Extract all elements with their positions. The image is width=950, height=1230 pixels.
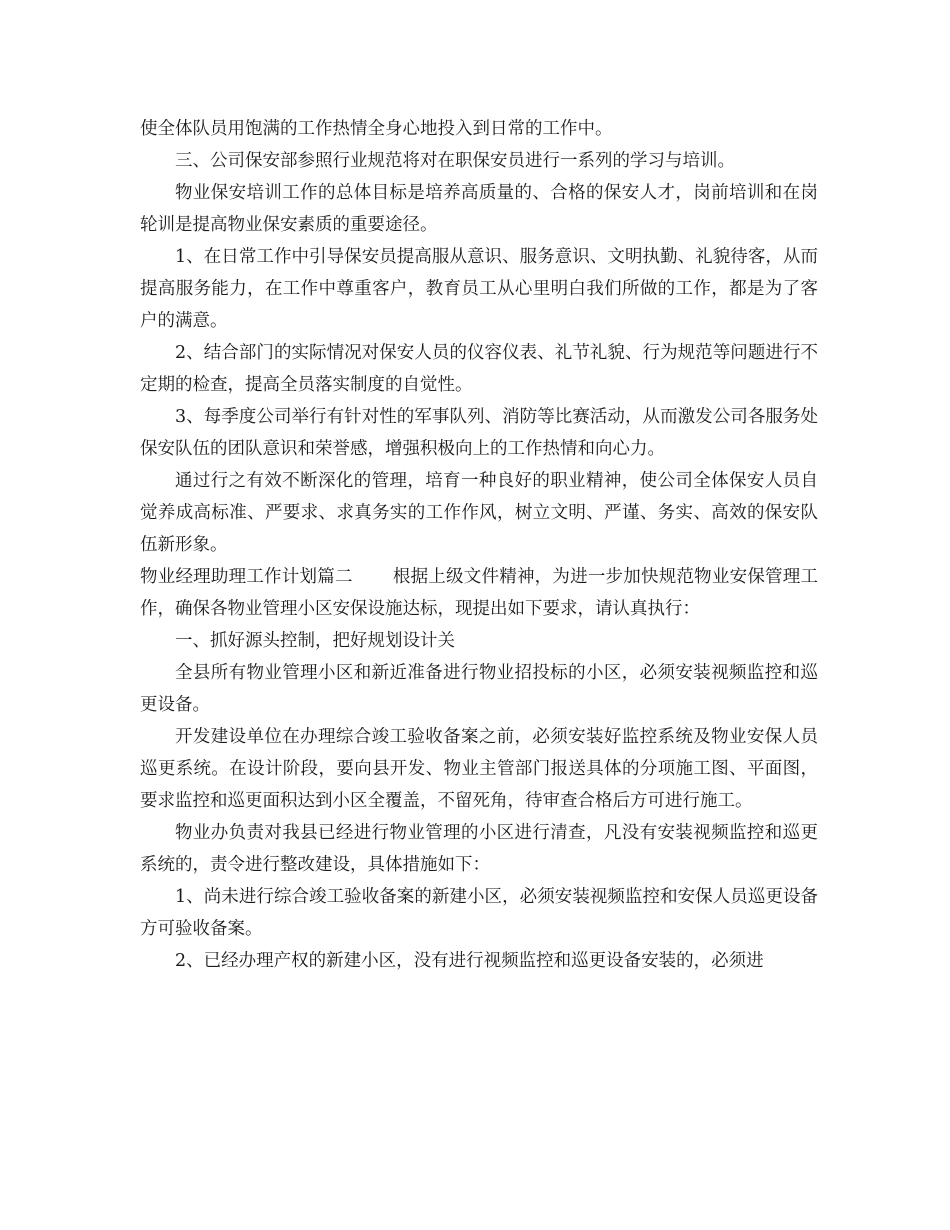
paragraph-8: [140, 561, 818, 625]
paragraph-13: 1、尚未进行综合竣工验收备案的新建小区，必须安装视频监控和安保人员巡更设备方可验收备案。: [140, 887, 818, 939]
paragraph-9: 一、抓好源头控制，把好规划设计关: [175, 631, 455, 651]
document-page: [140, 113, 818, 977]
paragraph-12: 物业办负责对我县已经进行物业管理的小区进行清查，凡没有安装视频监控和巡更系统的，责令进行整改建设，具体措施如下：: [140, 823, 818, 875]
paragraph-2: 三、公司保安部参照行业规范将对在职保安员进行一系列的学习与培训。: [175, 151, 735, 171]
paragraph-7: 通过行之有效不断深化的管理，培育一种良好的职业精神，使公司全体保安人员自觉养成高标准、严要求、求真务实的工作作风，树立文明、严谨、务实、高效的保安队伍新形象。: [140, 471, 818, 555]
paragraph-3: 物业保安培训工作的总体目标是培养高质量的、合格的保安人才，岗前培训和在岗轮训是提高物业保安素质的重要途径。: [140, 183, 818, 235]
paragraph-6: 3、每季度公司举行有针对性的军事队列、消防等比赛活动，从而激发公司各服务处保安队伍的团队意识和荣誉感，增强积极向上的工作热情和向心力。: [140, 407, 818, 459]
section-title: 物业经理助理工作计划篇二: [140, 567, 353, 587]
paragraph-5: 2、结合部门的实际情况对保安人员的仪容仪表、礼节礼貌、行为规范等问题进行不定期的检查，提高全员落实制度的自觉性。: [140, 343, 818, 395]
paragraph-11: 开发建设单位在办理综合竣工验收备案之前，必须安装好监控系统及物业安保人员巡更系统。在设计阶段，要向县开发、物业主管部门报送具体的分项施工图、平面图，要求监控和巡更面积达到小区全覆盖，不留死角，待审查合格后方可进行施工。: [140, 727, 818, 811]
paragraph-10: 全县所有物业管理小区和新近准备进行物业招投标的小区，必须安装视频监控和巡更设备。: [140, 663, 818, 715]
paragraph-1: 使全体队员用饱满的工作热情全身心地投入到日常的工作中。: [140, 119, 613, 139]
paragraph-4: 1、在日常工作中引导保安员提高服从意识、服务意识、文明执勤、礼貌待客，从而提高服务能力，在工作中尊重客户，教育员工从心里明白我们所做的工作，都是为了客户的满意。: [140, 247, 818, 331]
section-intro: 根据上级文件精神，为进一步加快规范物业安保管理工作，确保各物业管理小区安保设施达标，现提出如下要求，请认真执行：: [140, 567, 819, 619]
paragraph-14: 2、已经办理产权的新建小区，没有进行视频监控和巡更设备安装的，必须进: [175, 951, 764, 971]
